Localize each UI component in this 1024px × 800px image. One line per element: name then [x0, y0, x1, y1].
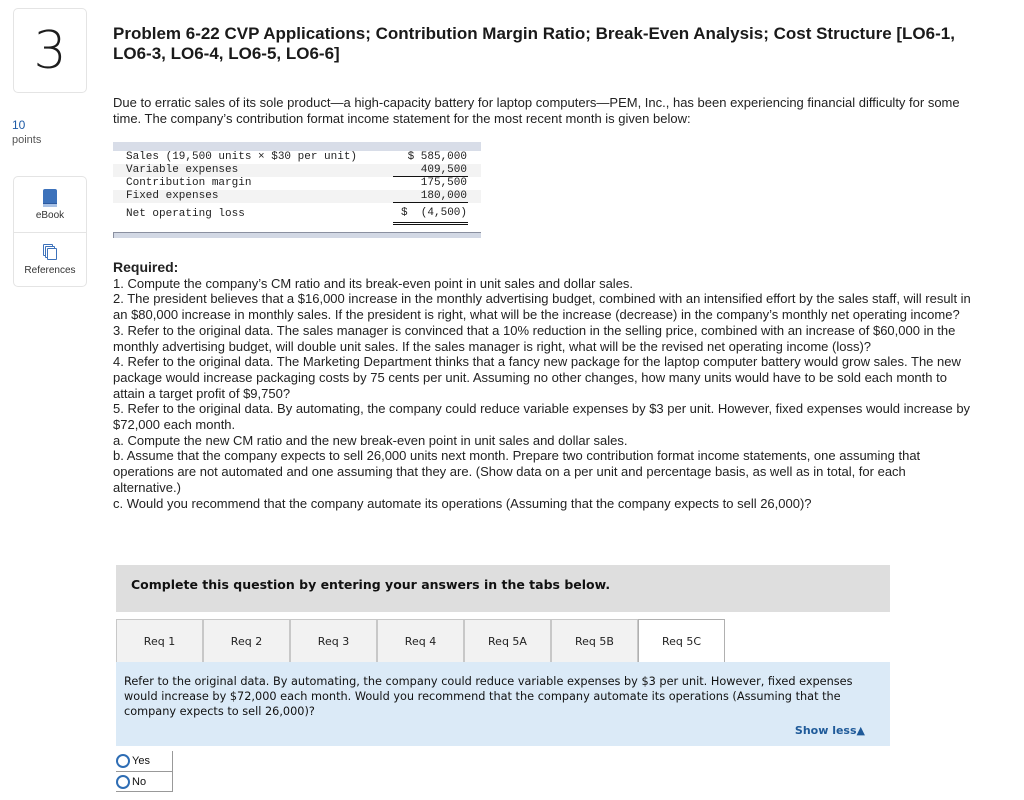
income-statement	[113, 142, 481, 239]
requirement-tabs	[116, 619, 725, 662]
statement-bottom-bar	[113, 232, 481, 238]
problem-intro: Due to erratic sales of its sole product—a high-capacity battery for laptop computers—PEM, Inc., has been experiencing financial difficulty for some time. The company’s contribution format income statement for the most recent month is given below:	[113, 95, 960, 126]
ebook-button[interactable]	[14, 177, 86, 232]
question-number: 3	[13, 8, 87, 93]
tab-req-1[interactable]: Req 1	[116, 619, 203, 662]
row-label: Fixed expenses	[126, 189, 219, 202]
choice-label: No	[132, 775, 147, 788]
row-value: 409,500	[393, 164, 468, 177]
required-item: a. Compute the new CM ratio and the new break-even point in unit sales and dollar sales.	[113, 432, 628, 448]
book-icon	[43, 189, 57, 207]
row-label: Variable expenses	[126, 163, 239, 176]
required-item: 1. Compute the company’s CM ratio and its break-even point in unit sales and dollar sales.	[113, 275, 634, 291]
required-item: 3. Refer to the original data. The sales manager is convinced that a 10% reduction in the selling price, combined with an increase of $60,000 in the monthly advertising budget, will double unit sales. If the sales manager is right, what will be the revised net operating income (loss)?	[113, 322, 956, 354]
instruction-bar: Complete this question by entering your answers in the tabs below.	[116, 565, 890, 612]
statement-row-sales	[113, 151, 481, 164]
requirement-prompt	[116, 662, 890, 746]
radio-button-icon[interactable]	[116, 754, 130, 768]
side-tools-panel	[13, 176, 87, 287]
tab-req-5a[interactable]: Req 5A	[464, 619, 551, 662]
choice-no[interactable]	[116, 771, 172, 791]
prompt-text: Refer to the original data. By automating, the company could reduce variable expenses by $3 per unit. However, fixed expenses would increase by $72,000 each month. Would you recommend that the company automate its operations (Assuming that the company expects to sell 26,000)?	[124, 675, 853, 718]
choice-label: Yes	[132, 755, 150, 767]
row-value: $ 585,000	[407, 151, 467, 163]
tab-req-5b[interactable]: Req 5B	[551, 619, 638, 662]
required-item: 4. Refer to the original data. The Marketing Department thinks that a fancy new package for the laptop computer battery would grow sales. The new package would increase packaging costs by 75 cents per unit. Assuming no other changes, how many units would have to be sold each month to attain a target profit of $9,750?	[113, 354, 961, 401]
tab-req-3[interactable]: Req 3	[290, 619, 377, 662]
ebook-label: eBook	[35, 209, 65, 221]
statement-row-cm	[113, 177, 481, 190]
required-item: 2. The president believes that a $16,000 increase in the monthly advertising budget, combined with an intensified effort by the sales staff, will result in an $80,000 increase in monthly sales. If the president is right, what will be the increase (decrease) in the company’s monthly net operating income?	[113, 291, 971, 323]
show-less-label: Show less	[794, 724, 857, 737]
radio-button-icon[interactable]	[116, 775, 130, 789]
required-item: 5. Refer to the original data. By automating, the company could reduce variable expenses by $3 per unit. However, fixed expenses would increase by $72,000 each month.	[113, 401, 971, 433]
required-item: c. Would you recommend that the company automate its operations (Assuming that the company expects to sell 26,000)?	[113, 495, 812, 511]
show-less-button[interactable]	[795, 723, 865, 738]
answer-choices	[116, 751, 173, 792]
statement-row-fixed	[113, 190, 481, 203]
points-label: points	[12, 134, 42, 146]
required-heading: Required:	[113, 259, 179, 275]
row-value: $ (4,500)	[393, 203, 468, 224]
row-label: Sales (19,500 units × $30 per unit)	[126, 151, 358, 163]
references-icon	[42, 244, 58, 262]
points-value: 10	[12, 118, 26, 132]
row-value: 180,000	[393, 190, 468, 203]
tab-req-2[interactable]: Req 2	[203, 619, 290, 662]
statement-row-net	[113, 203, 481, 224]
row-label: Net operating loss	[113, 203, 393, 224]
statement-top-bar	[113, 142, 481, 151]
tab-req-5c[interactable]: Req 5C	[638, 619, 725, 662]
statement-row-variable	[113, 164, 481, 177]
tab-req-4[interactable]: Req 4	[377, 619, 464, 662]
required-item: b. Assume that the company expects to sell 26,000 units next month. Prepare two contribution format income statements, one assuming that operations are not automated and one assuming that they are. (Show data on a per unit and percentage basis, as well as in total, for each alternative.)	[113, 448, 921, 495]
row-value: 175,500	[420, 177, 467, 189]
references-button[interactable]	[14, 232, 86, 287]
required-section	[113, 260, 973, 511]
row-label: Contribution margin	[126, 176, 252, 189]
choice-yes[interactable]	[116, 751, 172, 771]
problem-title: Problem 6-22 CVP Applications; Contribution Margin Ratio; Break-Even Analysis; Cost Structure [LO6-1, LO6-3, LO6-4, LO6-5, LO6-6]	[113, 24, 955, 63]
references-label: References	[24, 265, 76, 276]
triangle-up-icon: ▲	[856, 724, 865, 737]
income-statement-table	[113, 151, 481, 225]
